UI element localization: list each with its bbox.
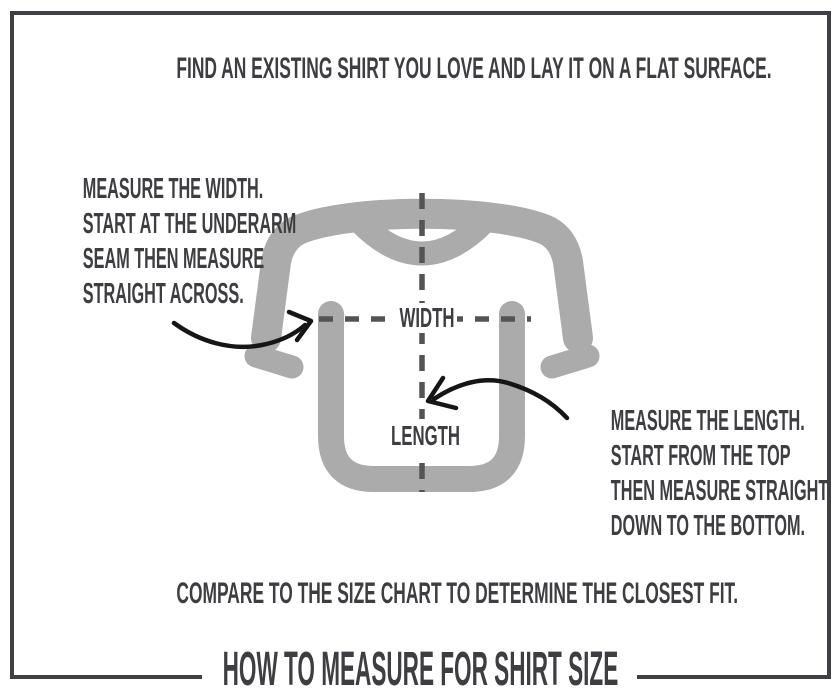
top-instruction: FIND AN EXISTING SHIRT YOU LOVE AND LAY IT ON A FLAT SURFACE. xyxy=(176,52,772,85)
width-instruction-line: SEAM THEN MEASURE xyxy=(82,243,265,275)
length-instruction-line: MEASURE THE LENGTH. xyxy=(610,405,805,437)
page-title: HOW TO MEASURE FOR SHIRT SIZE xyxy=(222,643,619,696)
width-instruction-line: STRAIGHT ACROSS. xyxy=(82,278,244,310)
width-instruction xyxy=(82,172,297,312)
width-instruction-line: START AT THE UNDERARM xyxy=(82,208,297,240)
length-instruction-line: THEN MEASURE STRAIGHT xyxy=(610,475,829,507)
bottom-instruction: COMPARE TO THE SIZE CHART TO DETERMINE THE CLOSEST FIT. xyxy=(176,577,739,610)
width-instruction-line: MEASURE THE WIDTH. xyxy=(82,173,264,205)
width-label: WIDTH xyxy=(397,303,457,333)
length-instruction-line: DOWN TO THE BOTTOM. xyxy=(610,510,806,542)
length-label: LENGTH xyxy=(391,420,461,451)
length-instruction-line: START FROM THE TOP xyxy=(610,440,791,472)
tshirt-cuff-right xyxy=(552,356,588,367)
tshirt-cuff-left xyxy=(256,356,292,367)
length-instruction xyxy=(610,404,829,544)
width-arrow xyxy=(174,323,305,347)
